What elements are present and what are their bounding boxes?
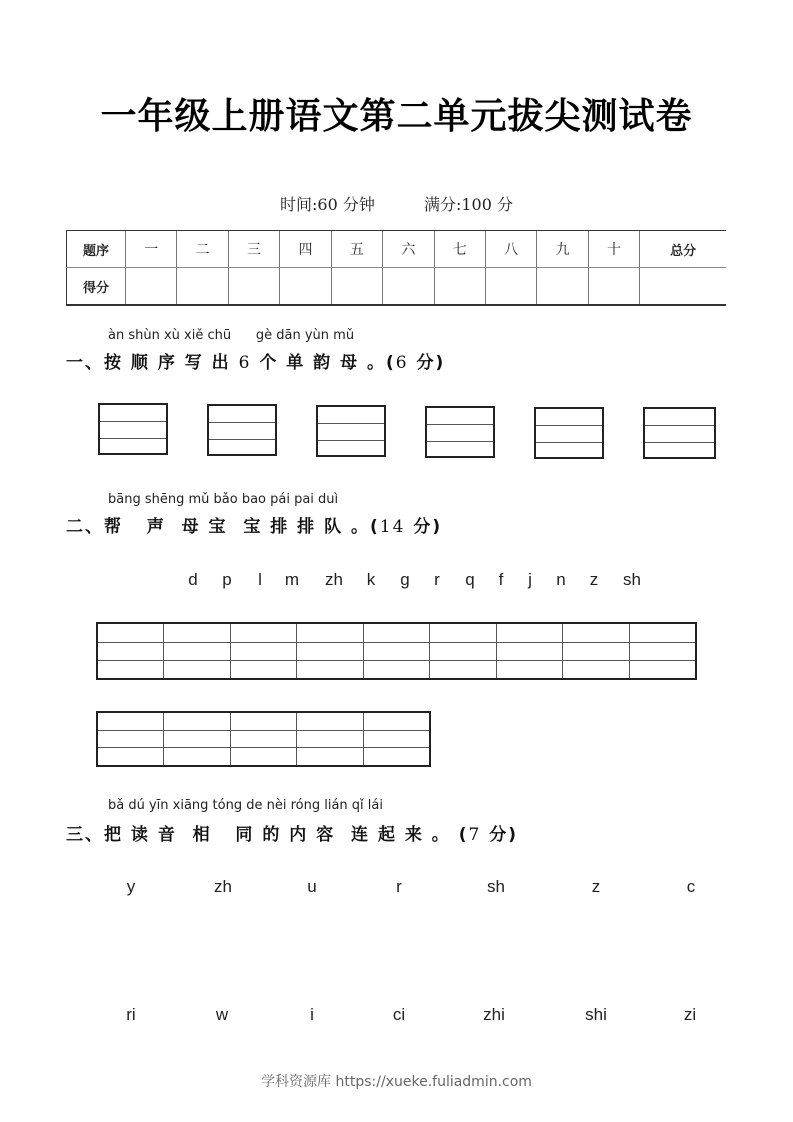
score-table-score-row — [67, 268, 727, 306]
q3-top-item[interactable]: y — [126, 877, 136, 896]
grid-cell[interactable] — [98, 624, 163, 678]
q2-letter: sh — [623, 570, 641, 589]
q2-text: 二、帮 声 母 宝 宝 排 排 队 。( — [66, 517, 380, 537]
grid-cell[interactable] — [496, 624, 562, 678]
score-cell[interactable] — [177, 268, 228, 306]
q3-bottom-row — [0, 1005, 793, 1029]
score-table — [66, 230, 726, 306]
q3-score-end: 分) — [481, 825, 518, 845]
q1-pinyin: àn shùn xù xiě chū gè dān yùn mǔ — [108, 328, 355, 343]
q3-top-item[interactable]: zh — [214, 877, 232, 896]
q2-letter: m — [284, 570, 300, 589]
grid-cell[interactable] — [363, 713, 429, 765]
column-header: 二 — [177, 231, 228, 268]
score-cell[interactable] — [126, 268, 177, 306]
q3-bottom-item[interactable]: zhi — [483, 1005, 505, 1024]
column-header: 一 — [126, 231, 177, 268]
grid-cell[interactable] — [562, 624, 628, 678]
q2-writing-grid-2 — [96, 711, 431, 767]
q3-bottom-item[interactable]: zi — [683, 1005, 697, 1024]
score-cell[interactable] — [280, 268, 331, 306]
q2-letter: n — [556, 570, 566, 589]
q1-text: 一、按 顺 序 写 出 — [66, 353, 239, 373]
score-cell[interactable] — [588, 268, 639, 306]
column-header: 七 — [434, 231, 485, 268]
q2-letter: r — [434, 570, 440, 589]
q2-letter: q — [465, 570, 475, 589]
writing-box-6[interactable] — [643, 407, 716, 459]
grid-cell[interactable] — [163, 713, 229, 765]
q2-letter: l — [258, 570, 262, 589]
q2-letter: k — [366, 570, 376, 589]
footer-watermark: 学科资源库 https://xueke.fuliadmin.com — [261, 1074, 532, 1090]
grid-cell[interactable] — [296, 713, 362, 765]
q3-bottom-item[interactable]: ci — [392, 1005, 406, 1024]
column-header-total: 总分 — [640, 231, 726, 268]
grid-cell[interactable] — [230, 713, 296, 765]
grid-cell[interactable] — [230, 624, 296, 678]
q2-letter: f — [498, 570, 504, 589]
q2-letter: z — [589, 570, 599, 589]
q1-heading — [66, 348, 445, 373]
exam-meta — [0, 192, 793, 215]
q1-number: 6 — [238, 353, 252, 373]
score-cell[interactable] — [228, 268, 279, 306]
q2-pinyin: bāng shēng mǔ bǎo bao pái pai duì — [108, 492, 339, 507]
q3-top-item[interactable]: u — [307, 877, 317, 896]
score-cell[interactable] — [383, 268, 434, 306]
q3-bottom-item[interactable]: i — [310, 1005, 314, 1024]
q2-letter: j — [528, 570, 532, 589]
q3-bottom-item[interactable]: shi — [585, 1005, 607, 1024]
q1-score: 6 — [395, 353, 409, 373]
q3-top-item[interactable]: r — [396, 877, 402, 896]
writing-box-3[interactable] — [316, 405, 386, 457]
full-score: 满分:100 分 — [423, 195, 513, 214]
q2-letter-list — [0, 570, 793, 594]
q2-score-end: 分) — [405, 517, 443, 537]
row-label-score: 得分 — [67, 268, 126, 306]
score-cell[interactable] — [537, 268, 588, 306]
q2-heading — [66, 512, 442, 537]
writing-box-1[interactable] — [98, 403, 168, 455]
score-cell[interactable] — [434, 268, 485, 306]
q2-score: 14 — [379, 517, 406, 537]
writing-box-5[interactable] — [534, 407, 604, 459]
column-header: 三 — [228, 231, 279, 268]
q3-bottom-item[interactable]: w — [215, 1005, 229, 1024]
score-cell-total[interactable] — [640, 268, 726, 306]
score-table-header-row — [67, 231, 727, 268]
q2-letter: p — [222, 570, 232, 589]
q3-top-row — [0, 877, 793, 901]
score-cell[interactable] — [485, 268, 536, 306]
grid-cell[interactable] — [629, 624, 695, 678]
q3-bottom-item[interactable]: ri — [126, 1005, 136, 1024]
page-title: 一年级上册语文第二单元拔尖测试卷 — [100, 96, 693, 137]
writing-box-2[interactable] — [207, 404, 277, 456]
grid-cell[interactable] — [363, 624, 429, 678]
column-header: 六 — [383, 231, 434, 268]
q3-pinyin: bǎ dú yīn xiāng tóng de nèi róng lián qǐ lái — [108, 798, 383, 813]
q3-text: 三、把 读 音 相 同 的 内 容 连 起 来 。 ( — [66, 825, 469, 845]
q2-letter: g — [400, 570, 410, 589]
q3-score: 7 — [468, 825, 482, 845]
q2-letter: d — [188, 570, 198, 589]
q2-letter: zh — [325, 570, 343, 589]
q1-text-suffix: 个 单 韵 母 。( — [251, 353, 396, 373]
q3-top-item[interactable]: z — [591, 877, 601, 896]
column-header: 四 — [280, 231, 331, 268]
score-cell[interactable] — [331, 268, 382, 306]
column-header: 五 — [331, 231, 382, 268]
q3-top-item[interactable]: sh — [487, 877, 505, 896]
q3-heading — [66, 820, 518, 845]
grid-cell[interactable] — [296, 624, 362, 678]
column-header: 九 — [537, 231, 588, 268]
grid-cell[interactable] — [98, 713, 163, 765]
row-label-question-order: 题序 — [67, 231, 126, 268]
grid-cell[interactable] — [429, 624, 495, 678]
q3-top-item[interactable]: c — [686, 877, 696, 896]
column-header: 十 — [588, 231, 639, 268]
q1-score-end: 分) — [408, 353, 446, 373]
time-limit: 时间:60 分钟 — [280, 195, 375, 214]
column-header: 八 — [485, 231, 536, 268]
writing-box-4[interactable] — [425, 406, 495, 458]
grid-cell[interactable] — [163, 624, 229, 678]
q2-writing-grid-1 — [96, 622, 697, 680]
